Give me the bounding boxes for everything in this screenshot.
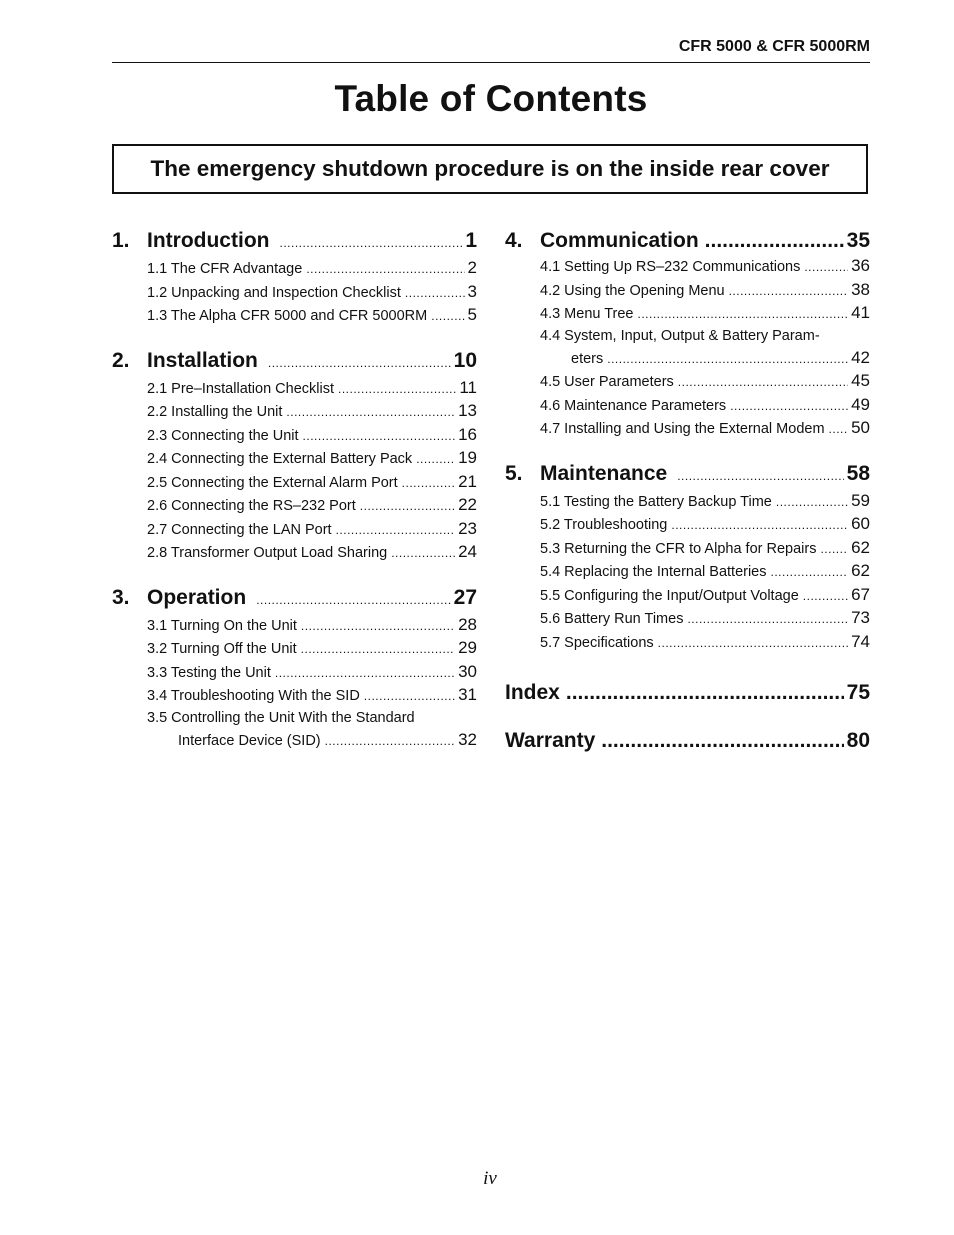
toc-entry[interactable] (505, 537, 870, 561)
dot-leader (677, 463, 843, 489)
toc-entry[interactable] (112, 729, 477, 753)
dot-leader (829, 418, 849, 441)
dot-leader (364, 685, 455, 708)
toc-entry[interactable] (112, 661, 477, 685)
toc-entry[interactable] (112, 400, 477, 424)
entry-title: 2.7 Connecting the LAN Port (147, 521, 332, 538)
section-title: Communication (540, 229, 699, 252)
index-page-number: 75 (846, 681, 870, 704)
entry-page-number: 30 (458, 661, 477, 681)
dot-leader (705, 228, 844, 254)
dot-leader (405, 282, 465, 305)
toc-entry[interactable] (505, 370, 870, 394)
entry-title: 1.3 The Alpha CFR 5000 and CFR 5000RM (147, 308, 428, 324)
entry-page-number: 28 (458, 614, 477, 634)
dot-leader (607, 348, 848, 371)
entry-title: 3.4 Troubleshooting With the SID (147, 688, 360, 704)
entry-title: 4.3 Menu Tree (540, 306, 634, 322)
toc-left-column (112, 228, 477, 772)
dot-leader (771, 561, 849, 584)
toc-section-heading[interactable] (112, 228, 477, 256)
entry-title: 4.6 Maintenance Parameters (540, 397, 727, 414)
entry-page-number: 32 (458, 729, 477, 749)
toc-entry[interactable] (112, 518, 477, 542)
toc-section-maintenance (505, 461, 870, 655)
toc-section-heading[interactable] (112, 348, 477, 376)
section-number: 1. (112, 229, 130, 252)
entry-title: 2.3 Connecting the Unit (147, 427, 299, 444)
toc-entry[interactable] (112, 377, 477, 401)
emergency-notice-text: The emergency shutdown procedure is on the inside rear cover (150, 156, 830, 181)
entry-title: 3.3 Testing the Unit (147, 664, 271, 681)
dot-leader (301, 638, 455, 661)
dot-leader (325, 730, 455, 753)
page-title: Table of Contents (334, 78, 648, 119)
section-number: 5. (505, 461, 523, 485)
section-page-number: 27 (453, 585, 477, 609)
toc-index-entry[interactable] (505, 680, 870, 706)
header-rule (112, 62, 870, 63)
entry-page-number: 31 (458, 685, 477, 704)
warranty-title: Warranty (505, 729, 596, 752)
entry-title: 3.1 Turning On the Unit (147, 617, 297, 634)
toc-right-column (505, 228, 870, 776)
index-title: Index (505, 681, 560, 704)
toc-entry[interactable] (505, 394, 870, 418)
entry-title: 2.4 Connecting the External Battery Pack (147, 451, 413, 467)
toc-entry[interactable] (505, 607, 870, 631)
entry-page-number: 38 (851, 279, 870, 299)
entry-page-number: 62 (851, 537, 870, 557)
entry-title: Interface Device (SID) (178, 732, 321, 749)
entry-page-number: 36 (851, 256, 870, 275)
dot-leader (803, 585, 848, 608)
entry-page-number: 50 (851, 418, 870, 437)
dot-leader (730, 395, 848, 418)
entry-page-number: 67 (851, 584, 870, 604)
entry-page-number: 24 (458, 542, 477, 561)
entry-title: 5.7 Specifications (540, 634, 654, 651)
entry-title: 5.6 Battery Run Times (540, 611, 684, 627)
dot-leader (687, 608, 848, 631)
entry-title: eters (571, 350, 604, 367)
entry-page-number: 49 (851, 394, 870, 414)
toc-entry[interactable] (112, 281, 477, 305)
entry-page-number: 45 (851, 371, 870, 390)
dot-leader (301, 615, 455, 638)
toc-entry[interactable] (112, 424, 477, 448)
entry-title: 5.5 Configuring the Input/Output Voltage (540, 587, 799, 604)
toc-section-heading[interactable] (505, 461, 870, 489)
dot-leader (306, 258, 464, 281)
entry-title: 2.6 Connecting the RS–232 Port (147, 498, 356, 514)
dot-leader (566, 680, 844, 706)
entry-title: 5.3 Returning the CFR to Alpha for Repairs (540, 540, 817, 557)
dot-leader (338, 378, 456, 401)
entry-page-number: 21 (458, 471, 477, 491)
dot-leader (638, 303, 849, 326)
entry-page-number: 42 (851, 347, 870, 367)
entry-page-number: 22 (458, 495, 477, 514)
toc-entry[interactable] (112, 637, 477, 661)
entry-title: 4.1 Setting Up RS–232 Communications (540, 259, 801, 275)
dot-leader (820, 538, 848, 561)
entry-title: 1.1 The CFR Advantage (147, 261, 303, 277)
entry-title: 2.2 Installing the Unit (147, 404, 283, 420)
entry-page-number: 23 (458, 518, 477, 538)
toc-entry[interactable] (112, 541, 477, 565)
entry-title: 3.2 Turning Off the Unit (147, 641, 297, 657)
toc-entry[interactable] (112, 304, 477, 328)
entry-page-number: 16 (458, 424, 477, 444)
dot-leader (416, 448, 455, 471)
entry-title: 1.2 Unpacking and Inspection Checklist (147, 284, 401, 301)
entry-title: 4.5 User Parameters (540, 374, 674, 390)
toc-entry-first-line[interactable]: 3.5 Controlling the Unit With the Standard (147, 709, 415, 726)
section-number: 3. (112, 585, 130, 609)
section-title: Operation (147, 585, 247, 609)
toc-entry[interactable] (505, 490, 870, 514)
entry-page-number: 60 (851, 514, 870, 533)
entry-title: 4.7 Installing and Using the External Modem (540, 421, 825, 437)
toc-entry[interactable] (112, 471, 477, 495)
toc-section-operation (112, 585, 477, 753)
toc-section-heading[interactable] (112, 585, 477, 613)
dot-leader (391, 542, 455, 565)
section-title: Introduction (147, 229, 270, 252)
section-number: 4. (505, 229, 523, 252)
section-page-number: 58 (846, 461, 870, 485)
toc-section-heading[interactable] (505, 228, 870, 254)
dot-leader (431, 305, 464, 328)
toc-entry[interactable] (505, 560, 870, 584)
entry-page-number: 5 (467, 305, 477, 324)
toc-section-introduction (112, 228, 477, 328)
entry-page-number: 13 (458, 401, 477, 420)
section-title: Maintenance (540, 461, 668, 485)
footer-page-number: iv (483, 1168, 497, 1189)
entry-title: 2.5 Connecting the External Alarm Port (147, 474, 398, 491)
entry-page-number: 3 (467, 281, 477, 301)
dot-leader (286, 401, 455, 424)
toc-entry[interactable] (112, 447, 477, 471)
toc-entry[interactable] (505, 417, 870, 441)
toc-entry[interactable] (505, 513, 870, 537)
entry-page-number: 2 (467, 258, 477, 277)
entry-page-number: 74 (851, 631, 870, 651)
toc-entry[interactable] (112, 614, 477, 638)
toc-entry[interactable] (112, 257, 477, 281)
entry-title: 2.8 Transformer Output Load Sharing (147, 545, 388, 561)
warranty-page-number: 80 (846, 729, 870, 752)
toc-entry[interactable] (505, 279, 870, 303)
section-page-number: 10 (453, 348, 477, 372)
section-page-number: 1 (465, 229, 477, 252)
toc-entry[interactable] (505, 631, 870, 655)
dot-leader (658, 632, 848, 655)
toc-entry[interactable] (112, 684, 477, 708)
dot-leader (671, 514, 848, 537)
dot-leader (268, 350, 451, 376)
entry-title: 5.2 Troubleshooting (540, 517, 668, 533)
entry-page-number: 29 (458, 638, 477, 657)
dot-leader (303, 425, 456, 448)
dot-leader (678, 371, 848, 394)
section-number: 2. (112, 348, 130, 372)
entry-page-number: 59 (851, 490, 870, 510)
emergency-notice-box (112, 144, 868, 194)
toc-section-communication (505, 228, 870, 441)
entry-page-number: 73 (851, 608, 870, 627)
dot-leader (776, 491, 848, 514)
entry-title: 2.1 Pre–Installation Checklist (147, 380, 334, 397)
dot-leader (256, 587, 450, 613)
toc-entry[interactable] (505, 584, 870, 608)
dot-leader (275, 662, 455, 685)
section-title: Installation (147, 348, 258, 372)
entry-title: 5.4 Replacing the Internal Batteries (540, 564, 767, 580)
entry-page-number: 19 (458, 448, 477, 467)
toc-entry[interactable] (112, 494, 477, 518)
dot-leader (402, 472, 455, 495)
entry-page-number: 41 (851, 303, 870, 322)
running-header: CFR 5000 & CFR 5000RM (678, 38, 870, 55)
toc-warranty-entry[interactable] (505, 728, 870, 754)
toc-entry[interactable] (505, 255, 870, 279)
entry-page-number: 11 (459, 377, 477, 397)
toc-entry-first-line[interactable]: 4.4 System, Input, Output & Battery Param- (540, 327, 820, 344)
dot-leader (729, 280, 848, 303)
section-page-number: 35 (846, 229, 870, 252)
toc-entry[interactable] (505, 347, 870, 371)
entry-title: 5.1 Testing the Battery Backup Time (540, 493, 772, 510)
dot-leader (601, 728, 843, 754)
entry-page-number: 62 (851, 561, 870, 580)
toc-entry[interactable] (505, 302, 870, 326)
entry-title: 4.2 Using the Opening Menu (540, 282, 725, 299)
dot-leader (360, 495, 455, 518)
dot-leader (279, 230, 462, 256)
dot-leader (804, 256, 848, 279)
dot-leader (336, 519, 455, 542)
toc-section-installation (112, 348, 477, 565)
